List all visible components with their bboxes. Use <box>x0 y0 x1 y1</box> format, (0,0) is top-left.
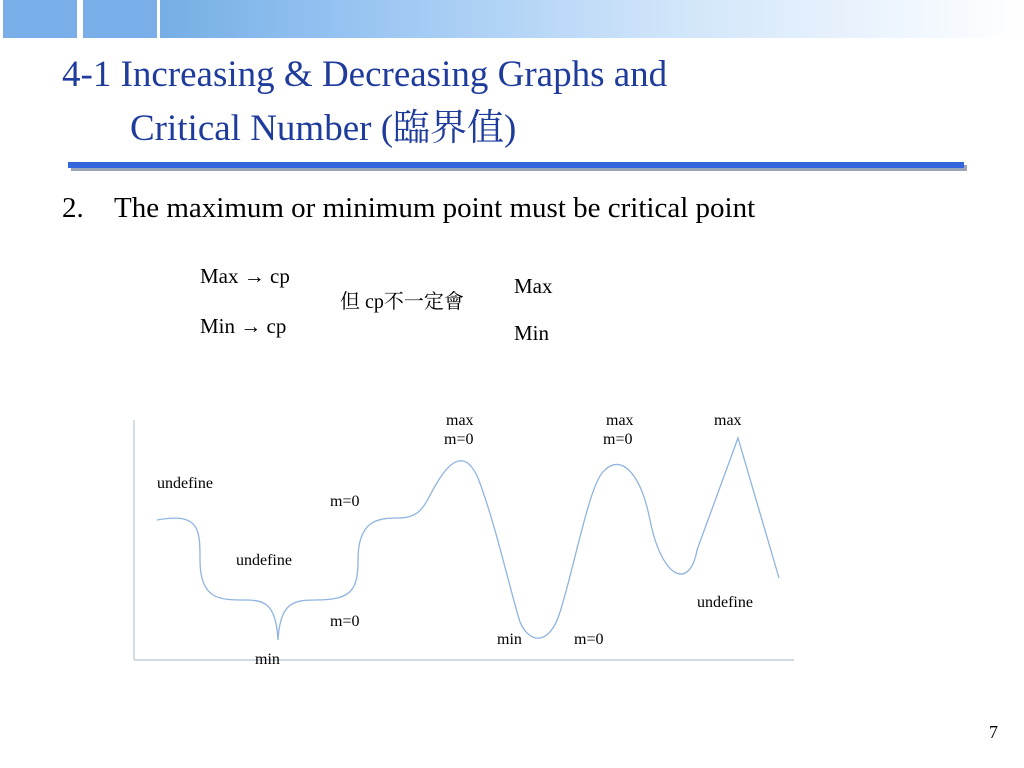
function-curve <box>157 438 779 640</box>
page-number: 7 <box>989 722 998 742</box>
note-min: Min <box>514 321 550 345</box>
label-max-first-slope: m=0 <box>444 431 474 448</box>
label-max-second: max <box>606 412 634 429</box>
note-max-cp: Max → cp <box>200 264 290 288</box>
bullet-number: 2. <box>62 192 84 224</box>
label-max-first: max <box>446 412 474 429</box>
note-min-cp: Min → cp <box>200 314 287 338</box>
label-min-middle: min <box>497 631 522 648</box>
label-undefine-left: undefine <box>157 475 213 492</box>
label-undefine-middle: undefine <box>236 552 292 569</box>
label-m0-lower: m=0 <box>330 613 360 630</box>
label-min-left: min <box>255 651 280 668</box>
label-m0-min-middle: m=0 <box>574 631 604 648</box>
title-line-1: 4-1 Increasing & Decreasing Graphs and <box>62 54 668 95</box>
label-max-second-slope: m=0 <box>603 431 633 448</box>
label-max-third: max <box>714 412 742 429</box>
note-max: Max <box>514 274 553 298</box>
title-line-2: Critical Number (臨界值) <box>130 108 517 149</box>
label-m0-upper: m=0 <box>330 493 360 510</box>
note-but-cp: 但 cp不一定會 <box>340 291 464 313</box>
label-undefine-right: undefine <box>697 594 753 611</box>
bullet-text: The maximum or minimum point must be critical point <box>114 192 756 224</box>
